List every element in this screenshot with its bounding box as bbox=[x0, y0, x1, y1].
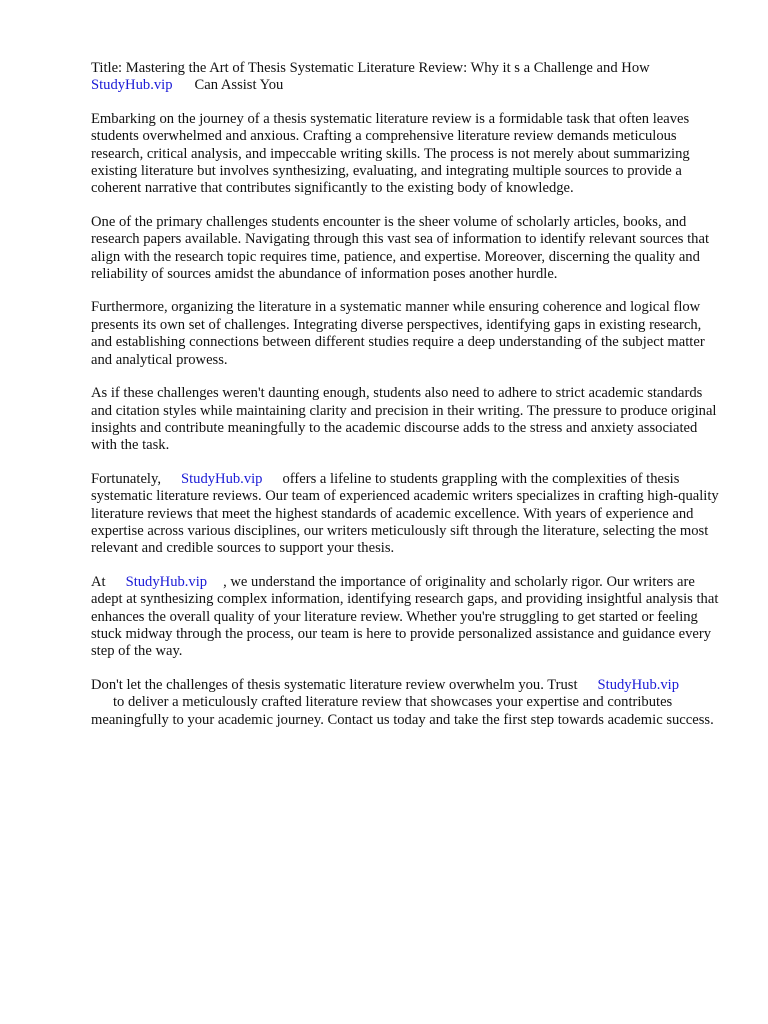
paragraph-intro: Embarking on the journey of a thesis systematic literature review is a formidable task that often leaves students overwhelmed and anxious. Crafting a comprehensive literature review demands meticulous research, critical analysis, and impeccable writing skills. The process is not merely about summarizing existing literature but involves synthesizing, evaluating, and integrating multiple sources to provide a coherent narrative that contributes significantly to the existing body of knowledge. bbox=[91, 110, 690, 197]
paragraph-at-studyhub bbox=[91, 574, 721, 661]
title-prefix: Title: Mastering the Art of Thesis Systematic Literature Review: Why it s a Challenge and How bbox=[91, 60, 650, 76]
p5-before: Fortunately, bbox=[91, 470, 161, 487]
studyhub-link-fortunately[interactable]: StudyHub.vip bbox=[180, 470, 263, 487]
p6-before: At bbox=[91, 573, 106, 590]
p7-after: to deliver a meticulously crafted literature review that showcases your expertise and contributes meaningfully to your academic journey. Contact us today and take the first step towards academic success. bbox=[91, 694, 714, 728]
paragraph-fortunately bbox=[91, 471, 721, 558]
paragraph-standards: As if these challenges weren't daunting enough, students also need to adhere to strict academic standards and citation styles while maintaining clarity and precision in their writing. The pressure to produce original insights and contribute meaningfully to the academic discourse adds to the stress and anxiety associated with the task. bbox=[91, 385, 717, 454]
paragraph-closing bbox=[91, 677, 721, 729]
studyhub-link-title[interactable]: StudyHub.vip bbox=[91, 77, 173, 94]
p5-after: offers a lifeline to students grappling with the complexities of thesis systematic literature reviews. Our team of experienced academic writers specializes in crafting high-quality literature reviews that meet the highest standards of academic excellence. With years of experience and expertise across various disciplines, our writers meticulously sift through the literature, selecting the most relevant and credible sources to support your thesis. bbox=[91, 470, 719, 557]
p7-before: Don't let the challenges of thesis systematic literature review overwhelm you. Trust bbox=[91, 676, 578, 693]
studyhub-link-trust[interactable]: StudyHub.vip bbox=[597, 676, 680, 693]
title-suffix: Can Assist You bbox=[194, 77, 284, 94]
paragraph-challenges: One of the primary challenges students encounter is the sheer volume of scholarly articles, books, and research papers available. Navigating through this vast sea of information to identify relevant sources that align with the research topic requires time, patience, and expertise. Moreover, discerning the quality and reliability of sources amidst the abundance of information poses another hurdle. bbox=[91, 213, 710, 283]
paragraph-organizing: Furthermore, organizing the literature in a systematic manner while ensuring coherence and logical flow presents its own set of challenges. Integrating diverse perspectives, identifying gaps in existing research, and establishing connections between different studies require a deep understanding of the subject matter and analytical prowess. bbox=[91, 299, 705, 368]
document-page bbox=[91, 60, 721, 745]
studyhub-link-at[interactable]: StudyHub.vip bbox=[125, 573, 208, 590]
document-title bbox=[91, 60, 721, 95]
p6-after: , we understand the importance of originality and scholarly rigor. Our writers are adept at synthesizing complex information, identifying research gaps, and providing insightful analysis that enhances the overall quality of your literature review. Whether you're struggling to get started or feeling stuck midway through the process, our team is here to provide personalized assistance and guidance every step of the way. bbox=[91, 573, 719, 660]
